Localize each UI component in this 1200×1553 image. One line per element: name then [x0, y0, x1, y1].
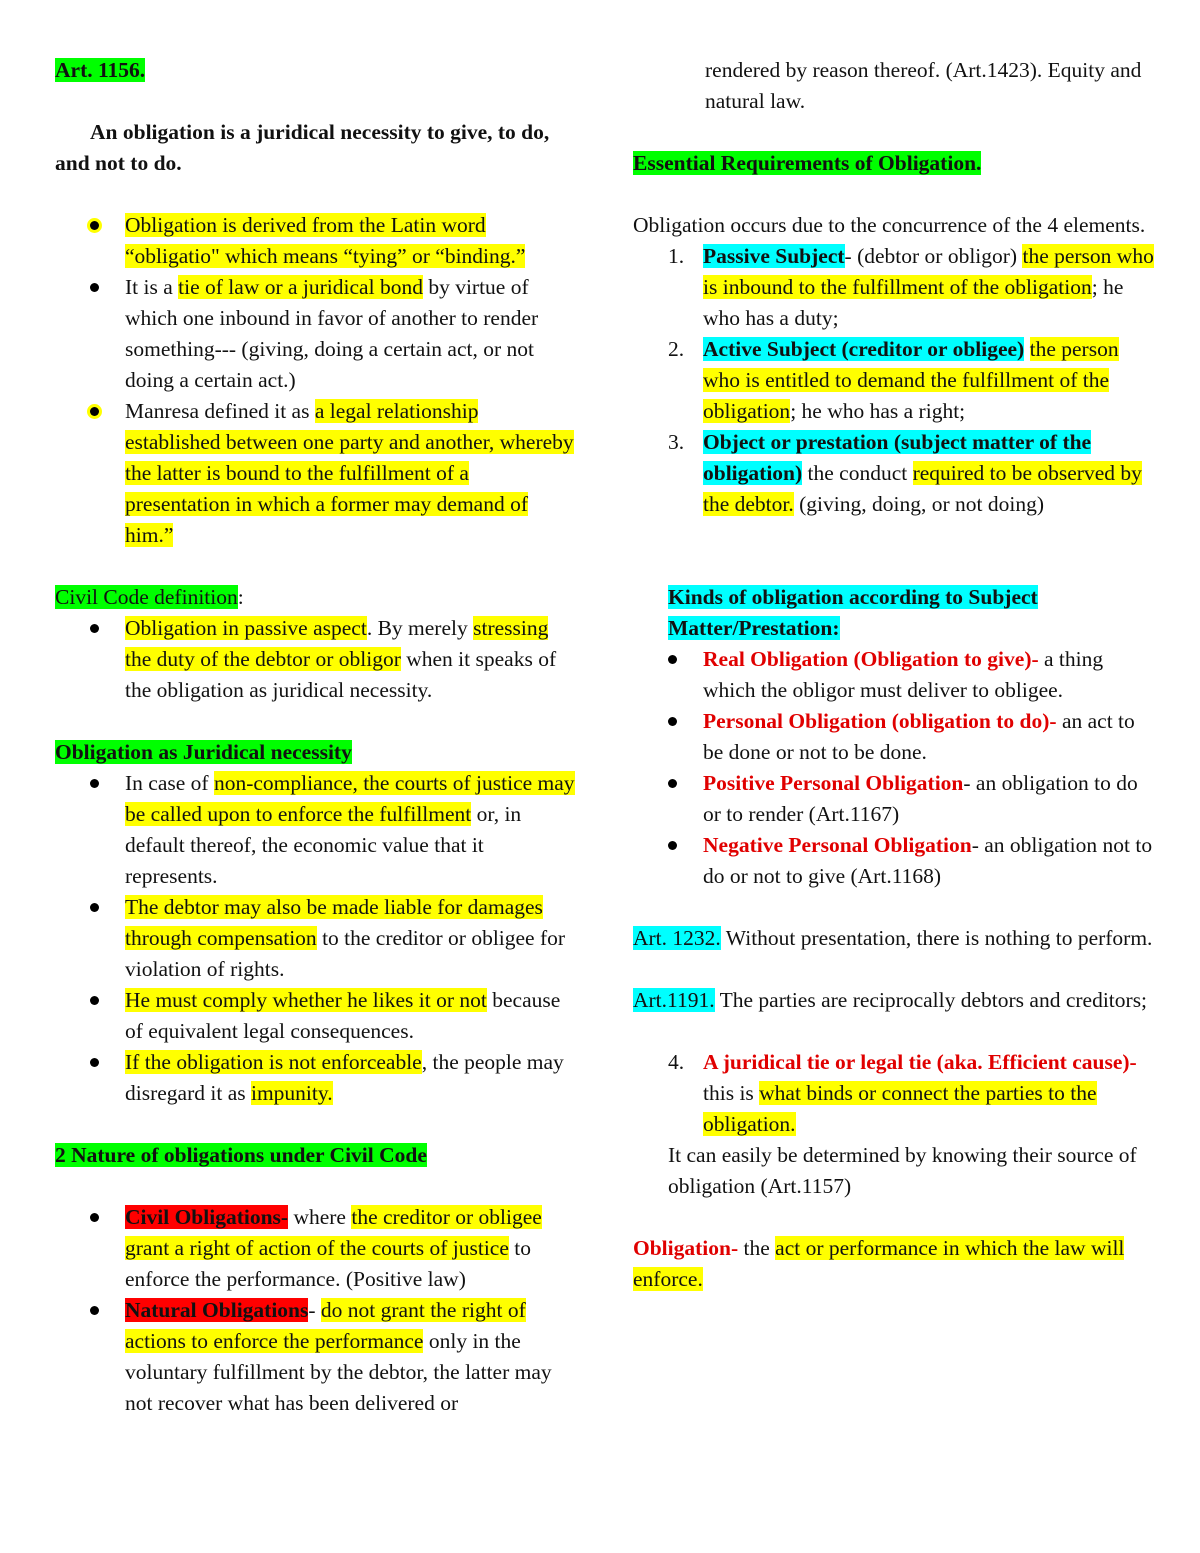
list-item: Manresa defined it as a legal relationship established between one party and another, whereby the latter is bound to the fulfillment of a presentation in which a former may demand of him.” [55, 396, 575, 551]
right-column [633, 55, 1158, 1295]
elements-list [633, 241, 1158, 520]
list-item: Obligation in passive aspect. By merely stressing the duty of the debtor or obligor when it speaks of the obligation as juridical necessity. [55, 613, 575, 706]
bullet-icon [90, 407, 99, 416]
bullet-icon [668, 655, 677, 664]
occurs-text: Obligation occurs due to the concurrence of the 4 elements. [633, 213, 1146, 237]
bullet-icon [668, 717, 677, 726]
list-item: Personal Obligation (obligation to do)- an act to be done or not to be done. [633, 706, 1158, 768]
civil-code-heading: Civil Code definition: [55, 585, 244, 609]
list-item: Negative Personal Obligation- an obligation not to do or not to give (Art.1168) [633, 830, 1158, 892]
civil-code-list [55, 613, 575, 706]
bullet-icon [90, 996, 99, 1005]
art-1191: Art.1191. The parties are reciprocally debtors and creditors; [633, 988, 1148, 1012]
source-note: It can easily be determined by knowing their source of obligation (Art.1157) [668, 1143, 1137, 1198]
bullet-icon [90, 779, 99, 788]
list-item: If the obligation is not enforceable, the people may disregard it as impunity. [55, 1047, 575, 1109]
etymology-list [55, 210, 575, 551]
list-item: Natural Obligations- do not grant the right of actions to enforce the performance only in the voluntary fulfillment by the debtor, the latter may not recover what has been delivered or [55, 1295, 575, 1419]
essential-requirements-heading: Essential Requirements of Obligation. [633, 151, 982, 175]
list-item: Real Obligation (Obligation to give)- a thing which the obligor must deliver to obligee. [633, 644, 1158, 706]
list-item: 4. A juridical tie or legal tie (aka. Efficient cause)- this is what binds or connect the parties to the obligation. [668, 1050, 1137, 1136]
list-item: 3. Object or prestation (subject matter of the obligation) the conduct required to be observed by the debtor. (giving, doing, or not doing) [668, 430, 1142, 516]
list-item: In case of non-compliance, the courts of justice may be called upon to enforce the fulfillment or, in default thereof, the economic value that it represents. [55, 768, 575, 892]
bullet-icon [90, 903, 99, 912]
kinds-list [633, 644, 1158, 892]
nature-list [55, 1202, 575, 1419]
list-item: Obligation is derived from the Latin word “obligatio" which means “tying” or “binding.” [55, 210, 575, 272]
list-item: He must comply whether he likes it or not because of equivalent legal consequences. [55, 985, 575, 1047]
list-item: Civil Obligations- where the creditor or obligee grant a right of action of the courts of justice to enforce the performance. (Positive law) [55, 1202, 575, 1295]
list-item: Positive Personal Obligation- an obligation to do or to render (Art.1167) [633, 768, 1158, 830]
list-item: It is a tie of law or a juridical bond by virtue of which one inbound in favor of another to render something--- (giving, doing a certain act, or not doing a certain act.) [55, 272, 575, 396]
bullet-icon [90, 283, 99, 292]
bullet-icon [90, 1306, 99, 1315]
continuation-text: rendered by reason thereof. (Art.1423). Equity and natural law. [705, 58, 1142, 113]
list-item: 1. Passive Subject- (debtor or obligor) the person who is inbound to the fulfillment of the obligation; he who has a duty; [668, 244, 1154, 330]
bullet-icon [668, 779, 677, 788]
juridical-necessity-heading: Obligation as Juridical necessity [55, 740, 352, 764]
nature-heading: 2 Nature of obligations under Civil Code [55, 1143, 427, 1167]
obligation-definition: An obligation is a juridical necessity to give, to do, and not to do. [55, 120, 550, 175]
bullet-icon [90, 1213, 99, 1222]
list-item: The debtor may also be made liable for damages through compensation to the creditor or obligee for violation of rights. [55, 892, 575, 985]
final-definition: Obligation- the act or performance in which the law will enforce. [633, 1236, 1125, 1291]
art-1232: Art. 1232. Without presentation, there is nothing to perform. [633, 926, 1153, 950]
article-title-text: Art. 1156. [55, 58, 146, 82]
juridical-necessity-list [55, 768, 575, 1109]
bullet-icon [90, 1058, 99, 1067]
left-column [55, 55, 575, 1419]
bullet-icon [668, 841, 677, 850]
bullet-icon [90, 624, 99, 633]
bullet-icon [90, 221, 99, 230]
article-title [55, 55, 575, 86]
list-item: 2. Active Subject (creditor or obligee) the person who is entitled to demand the fulfillment of the obligation; he who has a right; [668, 337, 1119, 423]
kinds-heading: Kinds of obligation according to Subject Matter/Prestation: [668, 585, 1038, 640]
element-4-list [633, 1047, 1158, 1140]
